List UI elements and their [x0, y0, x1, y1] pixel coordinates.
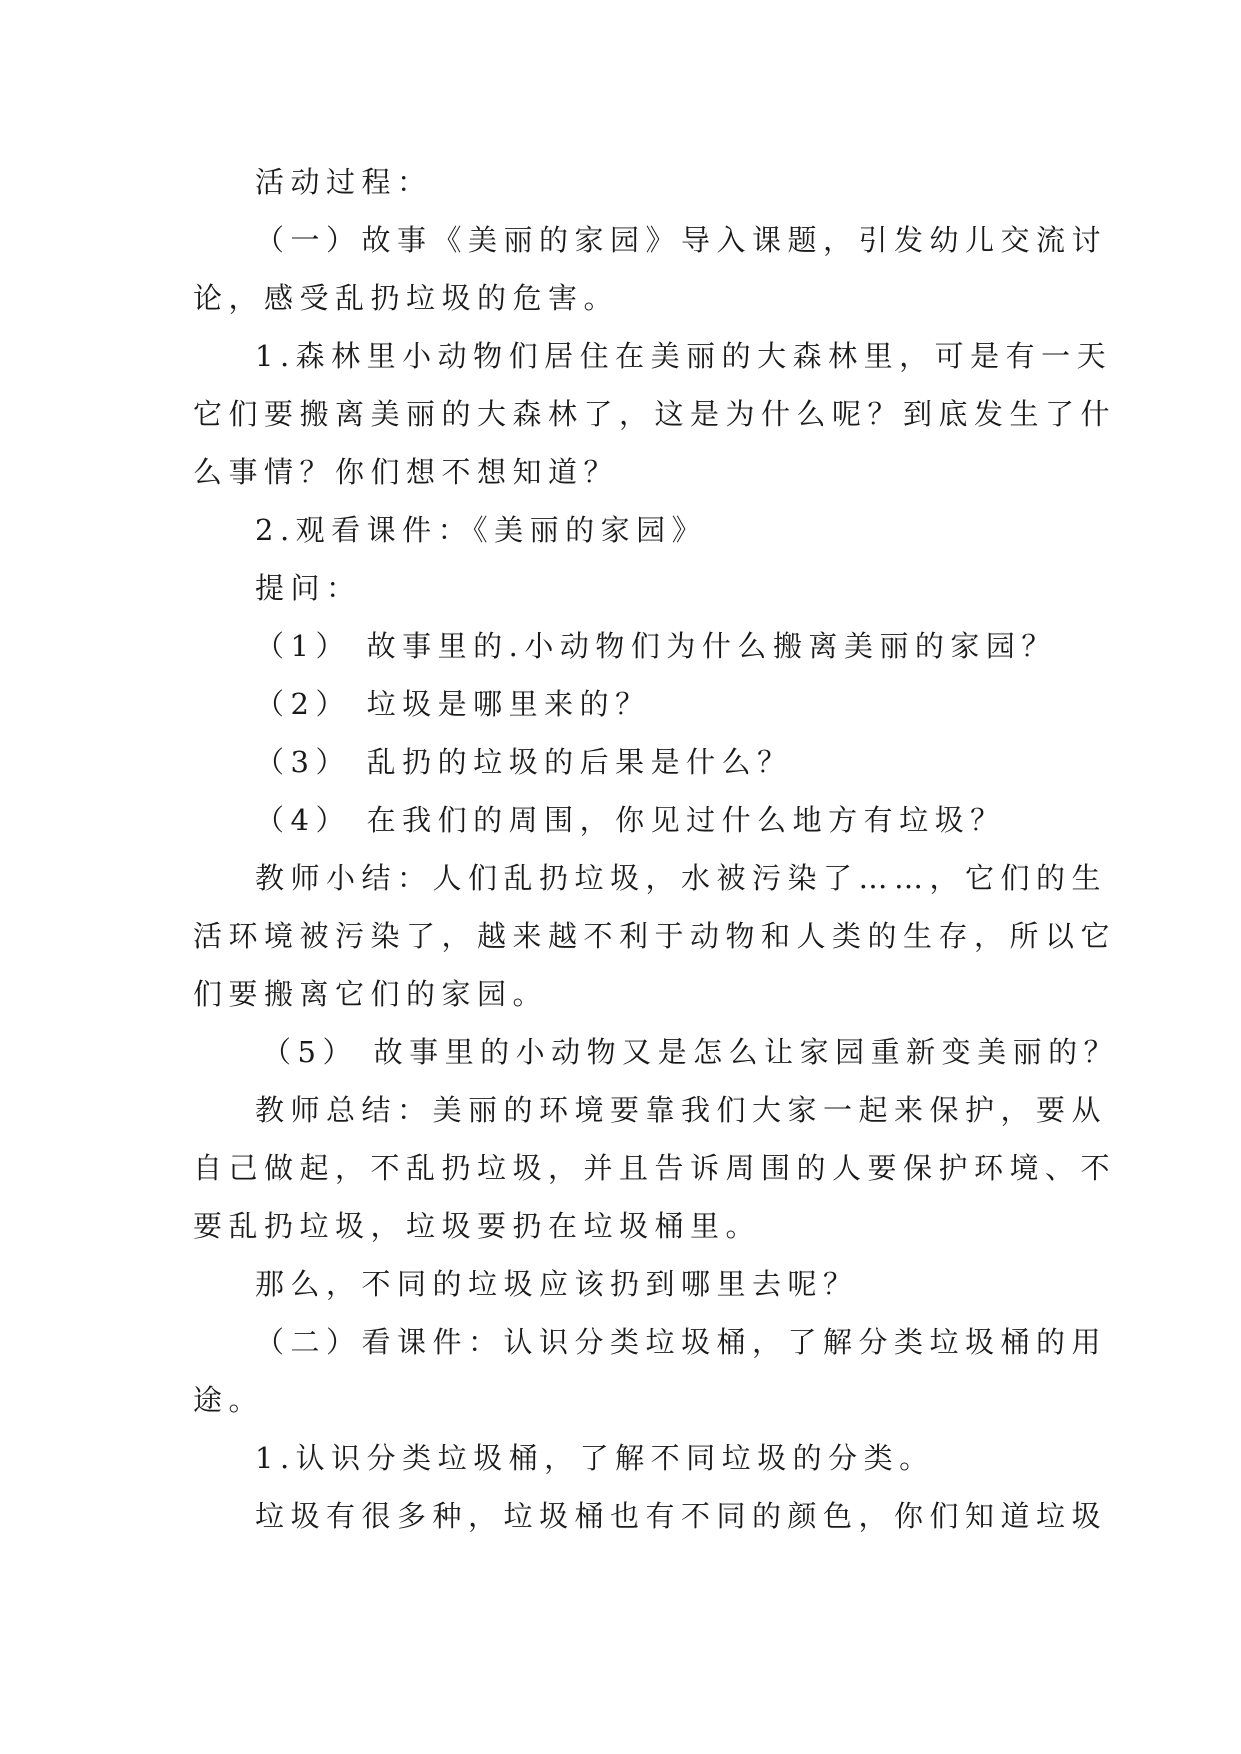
paragraph-line: 那么，不同的垃圾应该扔到哪里去呢？ [255, 1267, 859, 1301]
paragraph-line: 们要搬离它们的家园。 [193, 977, 549, 1011]
question-item: （5） 故事里的小动物又是怎么让家园重新变美丽的？ [262, 1035, 1120, 1069]
paragraph-line: 2.观看课件：《美丽的家园》 [255, 513, 708, 547]
paragraph-line: 要乱扔垃圾，垃圾要扔在垃圾桶里。 [193, 1209, 762, 1243]
paragraph-line: 1.认识分类垃圾桶，了解不同垃圾的分类。 [255, 1441, 935, 1475]
paragraph-line: 自己做起，不乱扔垃圾，并且告诉周围的人要保护环境、不 [193, 1151, 1117, 1185]
paragraph-line: 活环境被污染了，越来越不利于动物和人类的生存，所以它 [193, 919, 1117, 953]
paragraph-line: 途。 [193, 1383, 265, 1417]
paragraph-line: 垃圾有很多种，垃圾桶也有不同的颜色，你们知道垃圾 [255, 1499, 1108, 1533]
paragraph-line: 论，感受乱扔垃圾的危害。 [193, 281, 620, 315]
paragraph-line: （一）故事《美丽的家园》导入课题，引发幼儿交流讨 [255, 223, 1108, 257]
paragraph-line: 教师小结：人们乱扔垃圾，水被污染了……，它们的生 [255, 861, 1108, 895]
paragraph-line: （二）看课件：认识分类垃圾桶，了解分类垃圾桶的用 [255, 1325, 1108, 1359]
paragraph-line: 提问： [255, 571, 362, 605]
question-item: （3） 乱扔的垃圾的后果是什么？ [255, 745, 793, 779]
section-heading: 活动过程： [255, 165, 433, 199]
question-item: （2） 垃圾是哪里来的？ [255, 687, 651, 721]
paragraph-line: 教师总结：美丽的环境要靠我们大家一起来保护，要从 [255, 1093, 1108, 1127]
paragraph-line: 1.森林里小动物们居住在美丽的大森林里，可是有一天 [255, 339, 1113, 373]
question-item: （4） 在我们的周围，你见过什么地方有垃圾？ [255, 803, 1006, 837]
question-item: （1） 故事里的.小动物们为什么搬离美丽的家园？ [255, 629, 1057, 663]
paragraph-line: 么事情？你们想不想知道？ [193, 455, 620, 489]
paragraph-line: 它们要搬离美丽的大森林了，这是为什么呢？到底发生了什 [193, 397, 1117, 431]
